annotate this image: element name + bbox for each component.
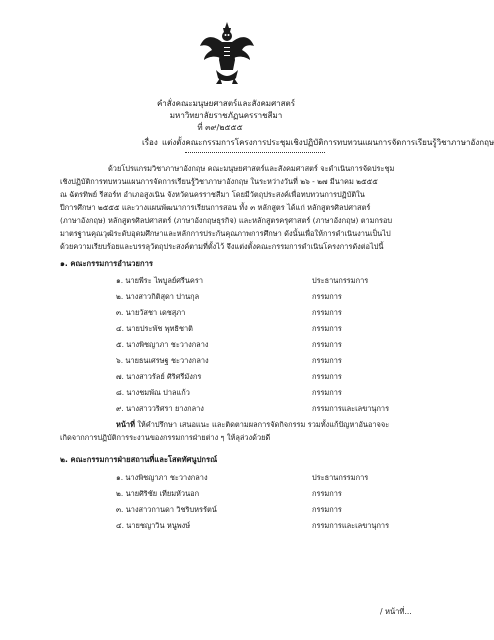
member-role: กรรมการ — [312, 292, 342, 301]
member-name: ๕. นางพิชญาภา ชะวางกลาง — [116, 340, 209, 349]
committee-member-row — [116, 291, 436, 303]
committee-member-row — [116, 403, 436, 415]
committee-member-row — [116, 520, 436, 532]
committee-member-row — [116, 339, 436, 351]
order-number: ที่ ๓๙/๒๕๕๕ — [197, 123, 243, 132]
duty-paragraph — [60, 418, 440, 444]
committee-member-row — [116, 371, 436, 383]
committee-member-row — [116, 355, 436, 367]
member-role: ประธานกรรมการ — [312, 276, 369, 285]
intro-line: ด้วยความเรียบร้อยและบรรลุวัตถุประสงค์ตามที่ตั้งไว้ จึงแต่งตั้งคณะกรรมการดำเนินโครงการดังต่อไปนี้ — [60, 242, 384, 251]
intro-line: มาตรฐานคุณวุฒิระดับอุดมศึกษาและหลักการประกันคุณภาพการศึกษา ดังนั้นเพื่อให้การดำเนินงานเป็นไป — [60, 229, 391, 238]
intro-line: เชิงปฏิบัติการทบทวนแผนการจัดการเรียนรู้วิชาภาษาอังกฤษ ในระหว่างวันที่ ๒๖ - ๒๗ มีนาคม ๒๕๕๕ — [60, 177, 378, 186]
member-name: ๖. นายธนเศรษฐ ชะวางกลาง — [116, 356, 209, 365]
member-name: ๔. นายชญาวิน หนูพงษ์ — [116, 521, 191, 530]
section-title: ๒. คณะกรรมการฝ่ายสถานที่และโสตทัศนูปกรณ์ — [60, 455, 218, 464]
subject-label: เรื่อง — [142, 138, 158, 147]
intro-line: ด้วยโปรแกรมวิชาภาษาอังกฤษ คณะมนุษยศาสตร์และสังคมศาสตร์ จะดำเนินการจัดประชุม — [108, 164, 395, 173]
member-role: กรรมการและเลขานุการ — [312, 404, 390, 413]
member-role: กรรมการ — [312, 356, 342, 365]
section-title: ๑. คณะกรรมการอำนวยการ — [60, 259, 153, 268]
intro-paragraph — [60, 162, 430, 253]
intro-line: ปีการศึกษา ๒๕๕๕ และวางแผนพัฒนาการเรียนการสอน ทั้ง ๓ หลักสูตร ได้แก่ หลักสูตรศิลปศาสตร์ — [60, 203, 371, 212]
member-role: กรรมการ — [312, 308, 342, 317]
member-name: ๑. นางพิชญาภา ชะวางกลาง — [116, 473, 208, 482]
member-name: ๙. นางสาววริศรา ยางกลาง — [116, 404, 204, 413]
garuda-emblem — [198, 20, 256, 86]
committee-member-row — [116, 488, 436, 500]
member-role: กรรมการ — [312, 388, 342, 397]
member-name: ๓. นางสาวกานดา วิชริบหรรัตน์ — [116, 505, 217, 514]
continuation-marker: / หน้าที่... — [380, 607, 412, 616]
subject-text: แต่งตั้งคณะกรรมการโครงการประชุมเชิงปฏิบัติการทบทวนแผนการจัดการเรียนรู้วิชาภาษาอังกฤษ — [162, 138, 494, 147]
duty-line: เกิดจากการปฏิบัติการระงานของกรรมการฝ่ายต่าง ๆ ให้ลุล่วงด้วยดี — [60, 433, 271, 442]
committee-member-row — [116, 472, 436, 484]
committee-member-row — [116, 307, 436, 319]
member-role: กรรมการ — [312, 372, 342, 381]
committee-member-row — [116, 275, 436, 287]
subject-divider — [185, 152, 325, 153]
member-name: ๔. นายประพัช พุทธิชาติ — [116, 324, 193, 333]
member-name: ๑. นายพีระ ไพบูลย์ศรีนครา — [116, 276, 203, 285]
committee-member-row — [116, 387, 436, 399]
university-name: มหาวิทยาลัยราชภัฏนครราชสีมา — [169, 111, 283, 120]
intro-line: (ภาษาอังกฤษ) หลักสูตรศิลปศาสตร์ (ภาษาอังกฤษธุรกิจ) และหลักสูตรครุศาสตร์ (ภาษาอังกฤษ) ตามกรอบ — [60, 216, 393, 225]
member-name: ๗. นางสาวรัลย์ ศิริศรีมังกร — [116, 372, 202, 381]
member-name: ๘. นางชมพัณ ปาลแก้ว — [116, 388, 190, 397]
member-role: กรรมการ — [312, 489, 342, 498]
member-role: กรรมการและเลขานุการ — [312, 521, 390, 530]
member-role: กรรมการ — [312, 340, 342, 349]
intro-line: ณ ฉัตรทิพย์ รีสอร์ท อำเภอสูงเนิน จังหวัดนครราชสีมา โดยมีวัตถุประสงค์เพื่อทบทวนการปฏิบัติใน — [60, 190, 365, 199]
duty-label: หน้าที่ — [116, 420, 135, 429]
member-name: ๒. นายศิริชัย เทียมหัวนอก — [116, 489, 200, 498]
member-role: กรรมการ — [312, 505, 342, 514]
issuing-faculty: คำสั่งคณะมนุษยศาสตร์และสังคมศาสตร์ — [156, 99, 296, 108]
member-name: ๒. นางสาวกิติสุดา ปานกุล — [116, 292, 200, 301]
member-role: ประธานกรรมการ — [312, 473, 369, 482]
member-name: ๓. นายวัสชา เดชสุภา — [116, 308, 186, 317]
committee-member-row — [116, 323, 436, 335]
duty-line: ให้คำปรึกษา เสนอแนะ และติดตามผลการจัดกิจกรรม รวมทั้งแก้ปัญหาอันอาจจะ — [137, 420, 390, 429]
committee-member-row — [116, 504, 436, 516]
member-role: กรรมการ — [312, 324, 342, 333]
